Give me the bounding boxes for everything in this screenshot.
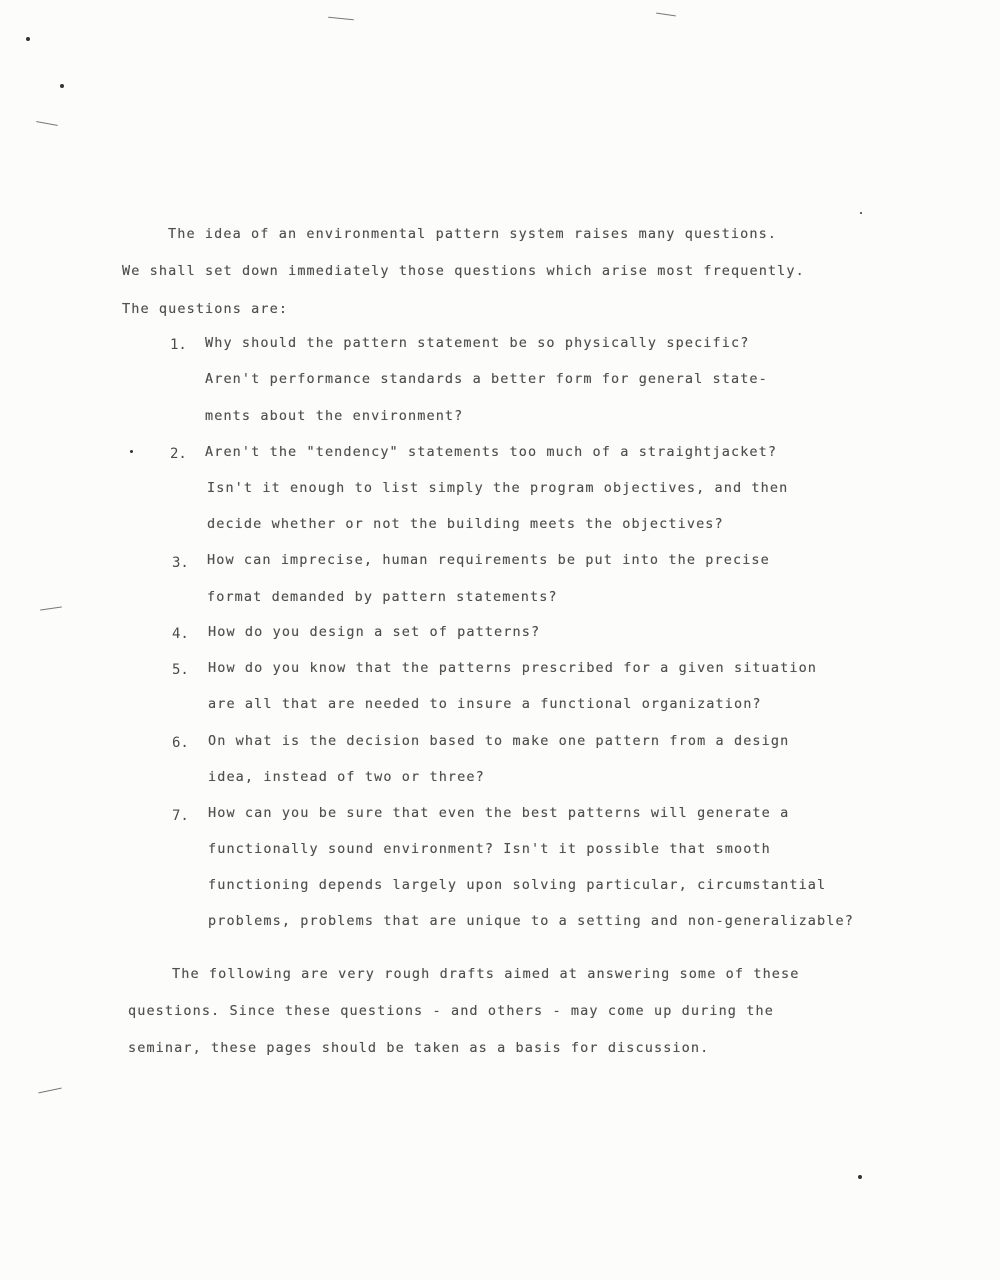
question-7-line-1: How can you be sure that even the best patterns will generate a xyxy=(208,805,790,821)
question-3-number: 3. xyxy=(172,555,189,571)
scan-mark xyxy=(38,1088,62,1094)
scan-speck xyxy=(858,1175,862,1179)
scan-speck xyxy=(130,450,133,453)
question-2-number: 2. xyxy=(170,446,187,462)
question-7-line-2: functionally sound environment? Isn't it possible that smooth xyxy=(208,841,771,857)
question-2-line-3: decide whether or not the building meets the objectives? xyxy=(207,516,724,532)
scan-mark xyxy=(328,17,354,21)
intro-line-1: The idea of an environmental pattern system raises many questions. xyxy=(168,226,778,242)
question-1-line-3: ments about the environment? xyxy=(205,408,464,424)
question-2-line-1: Aren't the "tendency" statements too much of a straightjacket? xyxy=(205,444,778,460)
question-3-line-2: format demanded by pattern statements? xyxy=(207,589,558,605)
question-6-line-2: idea, instead of two or three? xyxy=(208,769,485,785)
question-1-number: 1. xyxy=(170,337,187,353)
intro-line-2: We shall set down immediately those questions which arise most frequently. xyxy=(122,263,805,279)
question-7-number: 7. xyxy=(172,808,189,824)
question-1-line-2: Aren't performance standards a better form for general state- xyxy=(205,371,768,387)
scan-mark xyxy=(36,121,58,126)
question-4-line-1: How do you design a set of patterns? xyxy=(208,624,541,640)
question-6-number: 6. xyxy=(172,735,189,751)
closing-line-3: seminar, these pages should be taken as a basis for discussion. xyxy=(128,1040,710,1056)
scan-speck xyxy=(860,212,862,214)
closing-line-2: questions. Since these questions - and others - may come up during the xyxy=(128,1003,774,1019)
question-4-number: 4. xyxy=(172,626,189,642)
question-3-line-1: How can imprecise, human requirements be put into the precise xyxy=(207,552,770,568)
scan-speck xyxy=(26,37,30,41)
closing-line-1: The following are very rough drafts aimed at answering some of these xyxy=(172,966,800,982)
question-2-line-2: Isn't it enough to list simply the program objectives, and then xyxy=(207,480,789,496)
scan-speck xyxy=(60,84,64,88)
scan-mark xyxy=(40,606,62,610)
question-5-line-2: are all that are needed to insure a functional organization? xyxy=(208,696,762,712)
question-1-line-1: Why should the pattern statement be so physically specific? xyxy=(205,335,750,351)
scan-mark xyxy=(656,13,676,17)
question-7-line-4: problems, problems that are unique to a setting and non-generalizable? xyxy=(208,913,854,929)
intro-line-3: The questions are: xyxy=(122,301,289,317)
question-5-number: 5. xyxy=(172,662,189,678)
question-7-line-3: functioning depends largely upon solving particular, circumstantial xyxy=(208,877,827,893)
question-6-line-1: On what is the decision based to make one pattern from a design xyxy=(208,733,790,749)
question-5-line-1: How do you know that the patterns prescribed for a given situation xyxy=(208,660,818,676)
